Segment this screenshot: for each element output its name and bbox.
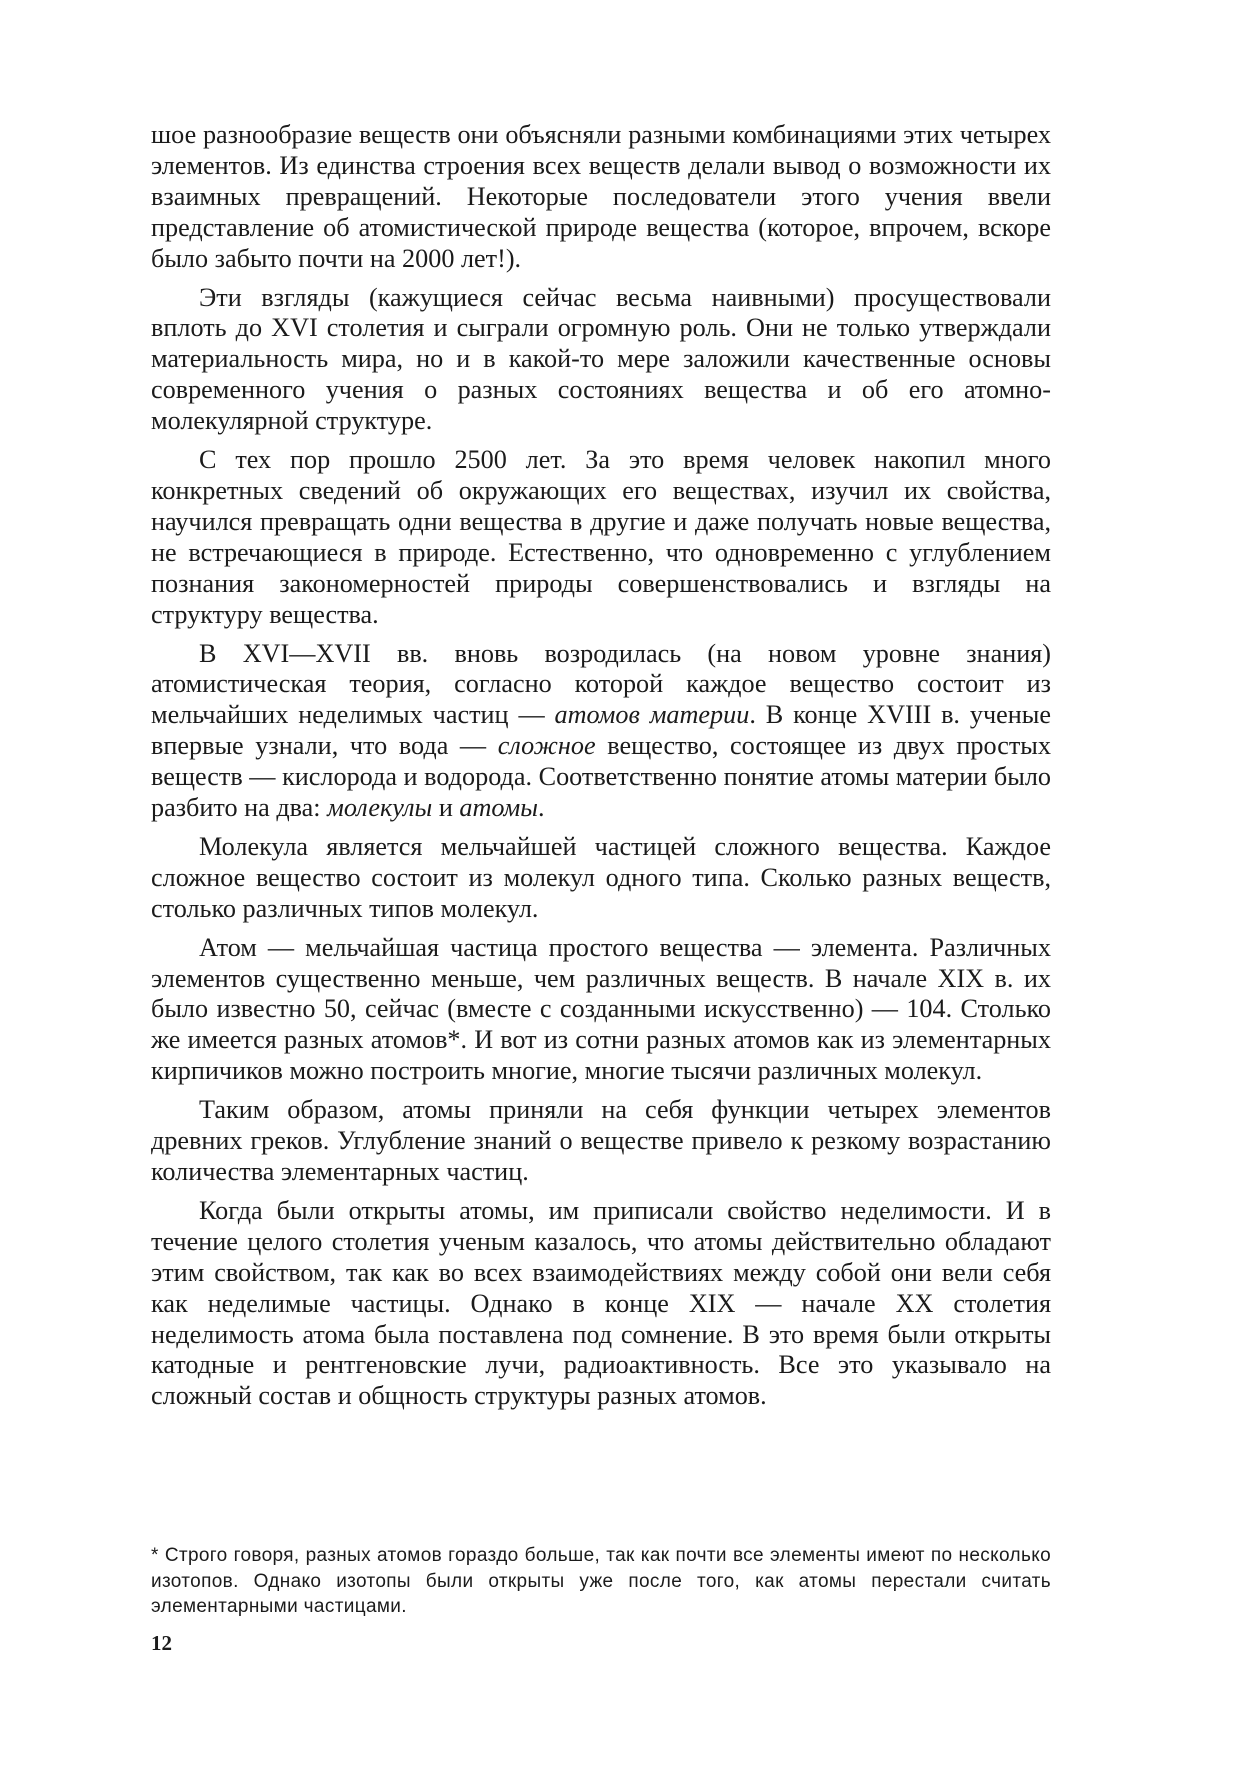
term-complex: сложное	[497, 731, 596, 761]
paragraph-4-text-e: .	[537, 793, 545, 823]
paragraph-1-text: шое разнообразие веществ они объясняли разными комбинациями этих четырех элементов. Из единства строения всех веществ делали вывод о возможности их взаимных превращений. Некоторые последователи этого учения ввели представление об атомистической природе вещества (которое, впрочем, вскоре было забыто почти на 2000 лет!).	[151, 120, 1051, 273]
paragraph-2	[151, 283, 1051, 438]
paragraph-4-text-a: В XVI—XVII вв. вновь возродилась (на новом уровне знания) атомистическая теория, согласно которой каждое вещество состоит из мельчайших неделимых частиц —	[151, 638, 1051, 730]
term-atoms: атомы	[459, 793, 538, 823]
paragraph-3	[151, 445, 1051, 630]
paragraph-5-text: Молекула является мельчайшей частицей сложного вещества. Каждое сложное вещество состоит из молекул одного типа. Сколько разных веществ, столько различных типов молекул.	[151, 831, 1051, 923]
book-page	[151, 120, 1051, 1655]
paragraph-8	[151, 1196, 1051, 1412]
paragraph-4	[151, 639, 1051, 824]
body-text	[151, 120, 1051, 1412]
footnote: * Строго говоря, разных атомов гораздо больше, так как почти все элементы имеют по несколько изотопов. Однако изотопы были открыты уже после того, как атомы перестали считать элементарными частицами.	[151, 1545, 1051, 1617]
paragraph-3-text: С тех пор прошло 2500 лет. За это время человек накопил много конкретных сведений об окружающих его веществах, изучил их свойства, научился превращать одни вещества в другие и даже получать новые вещества, не встречающиеся в природе. Естественно, что одновременно с углублением познания закономерностей природы совершенствовались и взгляды на структуру вещества.	[151, 445, 1051, 629]
paragraph-6-text: Атом — мельчайшая частица простого вещества — элемента. Различных элементов существенно меньше, чем различных веществ. В начале XIX в. их было известно 50, сейчас (вместе с созданными искусственно) — 104. Столько же имеется разных атомов*. И вот из сотни разных атомов как из элементарных кирпичиков можно построить многие, многие тысячи различных молекул.	[151, 932, 1051, 1086]
paragraph-5	[151, 832, 1051, 925]
paragraph-4-text-c: вещество, состоящее из двух простых веществ — кислорода и водорода. Соответственно понятие атомы материи было разбито на два:	[151, 731, 1051, 823]
term-molecules: молекулы	[327, 793, 433, 823]
page-number: 12	[151, 1631, 172, 1655]
paragraph-7-text: Таким образом, атомы приняли на себя функции четырех элементов древних греков. Углубление знаний о веществе привело к резкому возрастанию количества элементарных частиц.	[151, 1095, 1051, 1186]
paragraph-2-text: Эти взгляды (кажущиеся сейчас весьма наивными) просуществовали вплоть до XVI столетия и сыграли огромную роль. Они не только утверждали материальность мира, но и в какой-то мере заложили качественные основы современного учения о разных состояниях вещества и об его атомно-молекулярной структуре.	[151, 282, 1051, 436]
term-atoms-of-matter: атомов материи	[554, 700, 750, 730]
paragraph-4-text-b: . В конце XVIII в. ученые впервые узнали, что вода —	[151, 700, 1051, 761]
paragraph-7	[151, 1095, 1051, 1188]
paragraph-1	[151, 120, 1051, 275]
paragraph-8-text: Когда были открыты атомы, им приписали свойство неделимости. И в течение целого столетия ученым казалось, что атомы действительно обладают этим свойством, так как во всех взаимодействиях между собой они вели себя как неделимые частицы. Однако в конце XIX — начале XX столетия неделимость атома была поставлена под сомнение. В это время были открыты катодные и рентгеновские лучи, радиоактивность. Все это указывало на сложный состав и общность структуры разных атомов.	[151, 1195, 1051, 1411]
paragraph-4-text-d: и	[432, 793, 460, 823]
paragraph-6	[151, 933, 1051, 1088]
